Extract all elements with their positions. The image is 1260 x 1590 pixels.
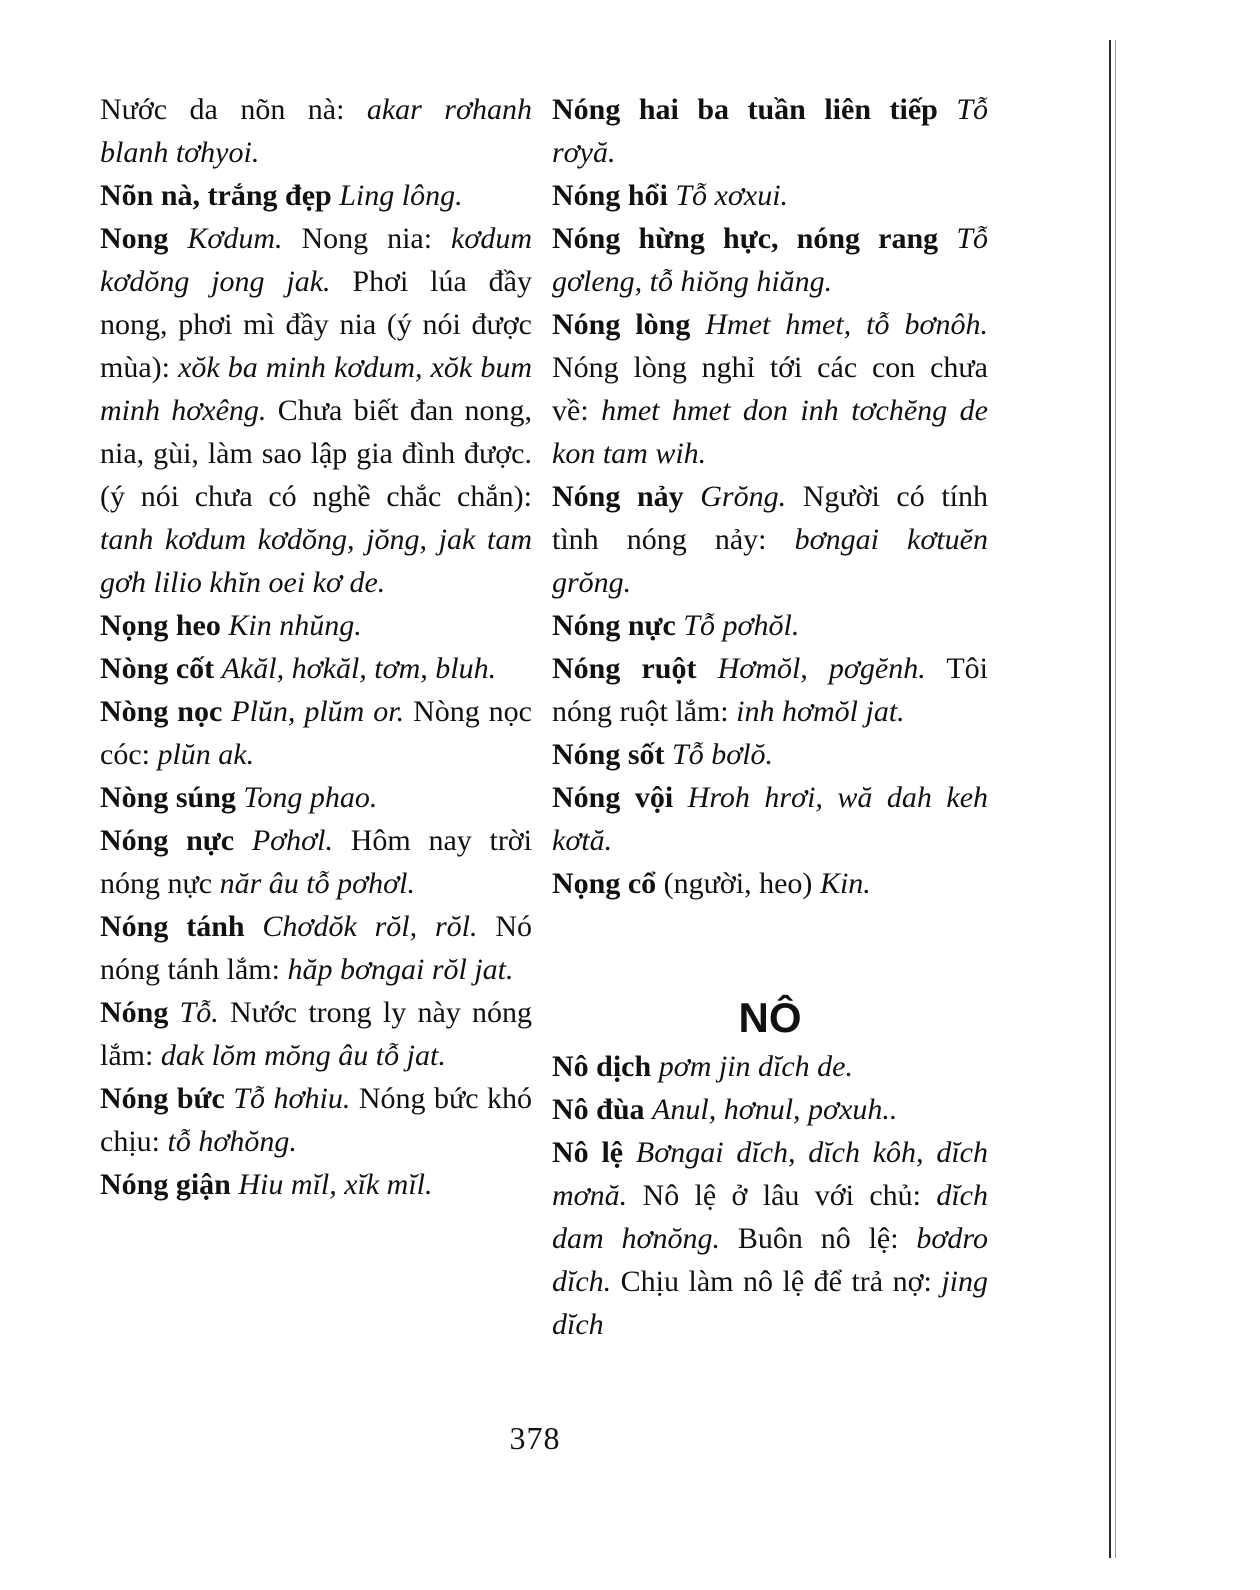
dictionary-entry	[552, 217, 988, 303]
dictionary-entry	[100, 776, 532, 819]
section-heading: NÔ	[738, 994, 802, 1041]
bahnar-translation: Tỗ rơyă.	[552, 93, 988, 169]
dictionary-entry	[552, 88, 988, 174]
bahnar-translation: bơdro dĭch.	[552, 1222, 988, 1298]
vietnamese-text	[696, 652, 717, 685]
dictionary-entry	[100, 991, 532, 1077]
headword: Nong	[100, 222, 169, 255]
dictionary-entry	[100, 647, 532, 690]
bahnar-translation: Tỗ pơhŏl.	[683, 609, 800, 642]
dictionary-entry	[552, 647, 988, 733]
vietnamese-text: Nong nia:	[282, 222, 451, 255]
headword: Nòng súng	[100, 781, 236, 814]
bahnar-translation: Tỗ bơlŏ.	[672, 738, 774, 771]
bahnar-translation: Hroh hrơi, wă dah keh kơtă.	[552, 781, 989, 857]
vietnamese-text: Nô lệ ở lâu với chủ:	[627, 1179, 937, 1212]
bahnar-translation: Tỗ.	[179, 996, 219, 1029]
bahnar-translation: tỗ hơhŏng.	[167, 1125, 297, 1158]
vietnamese-text	[168, 996, 179, 1029]
headword: Nóng	[100, 996, 169, 1029]
vietnamese-text: Tôi nóng ruột lắm:	[552, 652, 988, 728]
bahnar-translation: plŭn ak.	[157, 738, 255, 771]
dictionary-entry	[100, 604, 532, 647]
dictionary-entry	[552, 733, 988, 776]
vietnamese-text	[168, 222, 187, 255]
dictionary-entry	[100, 1163, 532, 1206]
headword: Nô dịch	[552, 1050, 652, 1083]
headword: Nóng vội	[552, 781, 674, 814]
bahnar-translation: dĭch dam hơnŏng.	[552, 1179, 988, 1255]
bahnar-translation: Tỗ gơleng, tỗ hiŏng hiăng.	[552, 222, 989, 298]
headword: Nóng hừng hực, nóng rang	[552, 222, 939, 255]
bahnar-translation: Kơdum.	[187, 222, 283, 255]
vietnamese-text	[222, 695, 231, 728]
bahnar-translation: Akăl, hơkăl, tơm, bluh.	[221, 652, 497, 685]
vietnamese-text: Nóng bức khó chịu:	[100, 1082, 533, 1158]
headword: Nóng tánh	[100, 910, 245, 943]
headword: Nóng hổi	[552, 179, 668, 212]
vietnamese-text: Chưa biết đan nong, nia, gùi, làm sao lập gia đình được.(ý nói chưa có nghề chắc chắn):	[100, 394, 532, 513]
headword: Nòng nọc	[100, 695, 223, 728]
binding-edge-line	[1109, 40, 1111, 1558]
bahnar-translation: xŏk ba minh kơdum, xŏk bum minh hơxêng.	[100, 351, 532, 427]
dictionary-entry	[100, 88, 532, 174]
vietnamese-text: Chịu làm nô lệ để trả nợ:	[611, 1265, 942, 1298]
headword: Nóng lòng	[552, 308, 691, 341]
headword: Nóng nực	[552, 609, 676, 642]
vietnamese-text	[623, 1136, 636, 1169]
vietnamese-text: (người, heo)	[656, 867, 820, 900]
bahnar-translation: Pơhơl.	[251, 824, 333, 857]
vietnamese-text: Nó nóng tánh lắm:	[100, 910, 532, 986]
bahnar-translation: Hmet hmet, tỗ bơnôh.	[705, 308, 988, 341]
headword: Nô lệ	[552, 1136, 624, 1169]
headword: Nõn nà, trắng đẹp	[100, 179, 332, 212]
bahnar-translation: Hơmŏl, pơgĕnh.	[717, 652, 926, 685]
headword: Nòng cốt	[100, 652, 215, 685]
bahnar-translation: Tỗ xơxui.	[675, 179, 789, 212]
bahnar-translation: Ling lông.	[339, 179, 463, 212]
bahnar-translation: tanh kơdum kơdŏng, jŏng, jak tam gơh lilio khĭn oei kơ de.	[100, 523, 532, 599]
vietnamese-text	[684, 480, 701, 513]
bahnar-translation: bơngai kơtuĕn grŏng.	[552, 523, 988, 599]
bahnar-translation: akar rơhanh blanh tơhyoi.	[100, 93, 532, 169]
binding-edge-shadow	[1115, 40, 1116, 1558]
headword: Nóng nực	[100, 824, 235, 857]
dictionary-entry	[552, 776, 988, 862]
vietnamese-text: Nóng lòng nghỉ tới các con chưa về:	[552, 351, 988, 427]
vietnamese-text: Phơi lúa đầy nong, phơi mì đầy nia (ý nói được mùa):	[100, 265, 532, 384]
vietnamese-text: Buôn nô lệ:	[720, 1222, 917, 1255]
bahnar-translation: Plŭn, plŭm or.	[231, 695, 405, 728]
dictionary-entry	[552, 1131, 988, 1346]
left-column	[100, 88, 532, 1206]
bahnar-translation: Tỗ hơhiu.	[233, 1082, 351, 1115]
vietnamese-text	[690, 308, 705, 341]
bahnar-translation: Hiu mĭl, xĭk mĭl.	[238, 1168, 433, 1201]
dictionary-entry	[552, 604, 988, 647]
page-number: 378	[509, 1420, 561, 1456]
headword: Nóng bức	[100, 1082, 225, 1115]
vietnamese-text: Nước trong ly này nóng lắm:	[100, 996, 532, 1072]
right-entries	[552, 88, 988, 905]
dictionary-entry	[100, 174, 532, 217]
dictionary-entry	[100, 217, 532, 604]
headword: Nô đùa	[552, 1093, 645, 1126]
headword: Nóng nảy	[552, 480, 684, 513]
bahnar-translation: hmet hmet don inh tơchĕng de kon tam wih.	[552, 394, 988, 470]
bahnar-translation: inh hơmŏl jat.	[736, 695, 905, 728]
bahnar-translation: Tong phao.	[243, 781, 378, 814]
bahnar-translation: Chơdŏk rŏl, rŏl.	[262, 910, 478, 943]
vietnamese-text: Nòng nọc cóc:	[100, 695, 533, 771]
bahnar-translation: dak lŏm mŏng âu tỗ jat.	[160, 1039, 446, 1072]
bahnar-translation: Grŏng.	[700, 480, 787, 513]
bahnar-translation: pơm jin dĭch de.	[658, 1050, 853, 1083]
bahnar-translation: jing dĭch	[552, 1265, 988, 1341]
headword: Nóng hai ba tuần liên tiếp	[552, 93, 938, 126]
dictionary-entry	[552, 174, 988, 217]
bahnar-translation: Anul, hơnul, pơxuh..	[652, 1093, 898, 1126]
dictionary-entry	[552, 862, 988, 905]
bahnar-translation: Kin nhŭng.	[228, 609, 362, 642]
dictionary-entry	[552, 1045, 988, 1088]
dictionary-entry	[100, 690, 532, 776]
headword: Nóng giận	[100, 1168, 231, 1201]
bahnar-translation: hăp bơngai rŏl jat.	[287, 953, 514, 986]
dictionary-entry	[100, 819, 532, 905]
dictionary-entry	[100, 1077, 532, 1163]
dictionary-entry	[100, 905, 532, 991]
vietnamese-text	[645, 1093, 653, 1126]
dictionary-entry	[552, 475, 988, 604]
vietnamese-text	[245, 910, 263, 943]
vietnamese-text	[651, 1050, 659, 1083]
bahnar-translation: kơdum kơdŏng jong jak.	[100, 222, 532, 298]
section-entries	[552, 1045, 988, 1346]
headword: Nọng cổ	[552, 867, 657, 900]
bahnar-translation: Kin.	[819, 867, 871, 900]
vietnamese-text	[234, 824, 252, 857]
vietnamese-text	[665, 738, 673, 771]
vietnamese-text: Hôm nay trời nóng nực	[100, 824, 533, 900]
bahnar-translation: năr âu tỗ pơhơl.	[219, 867, 415, 900]
section-spacer	[552, 905, 988, 979]
headword: Nóng ruột	[552, 652, 697, 685]
vietnamese-text	[938, 222, 956, 255]
vietnamese-text	[214, 652, 222, 685]
headword: Nóng sốt	[552, 738, 665, 771]
vietnamese-text	[673, 781, 688, 814]
dictionary-entry	[552, 1088, 988, 1131]
vietnamese-text: Người có tính tình nóng nảy:	[552, 480, 989, 556]
right-column	[552, 88, 988, 1346]
vietnamese-text	[938, 93, 956, 126]
vietnamese-text: Nước da nõn nà:	[100, 93, 367, 126]
bahnar-translation: Bơngai dĭch, dĭch kôh, dĭch mơnă.	[552, 1136, 988, 1212]
headword: Nọng heo	[100, 609, 221, 642]
dictionary-entry	[552, 303, 988, 475]
